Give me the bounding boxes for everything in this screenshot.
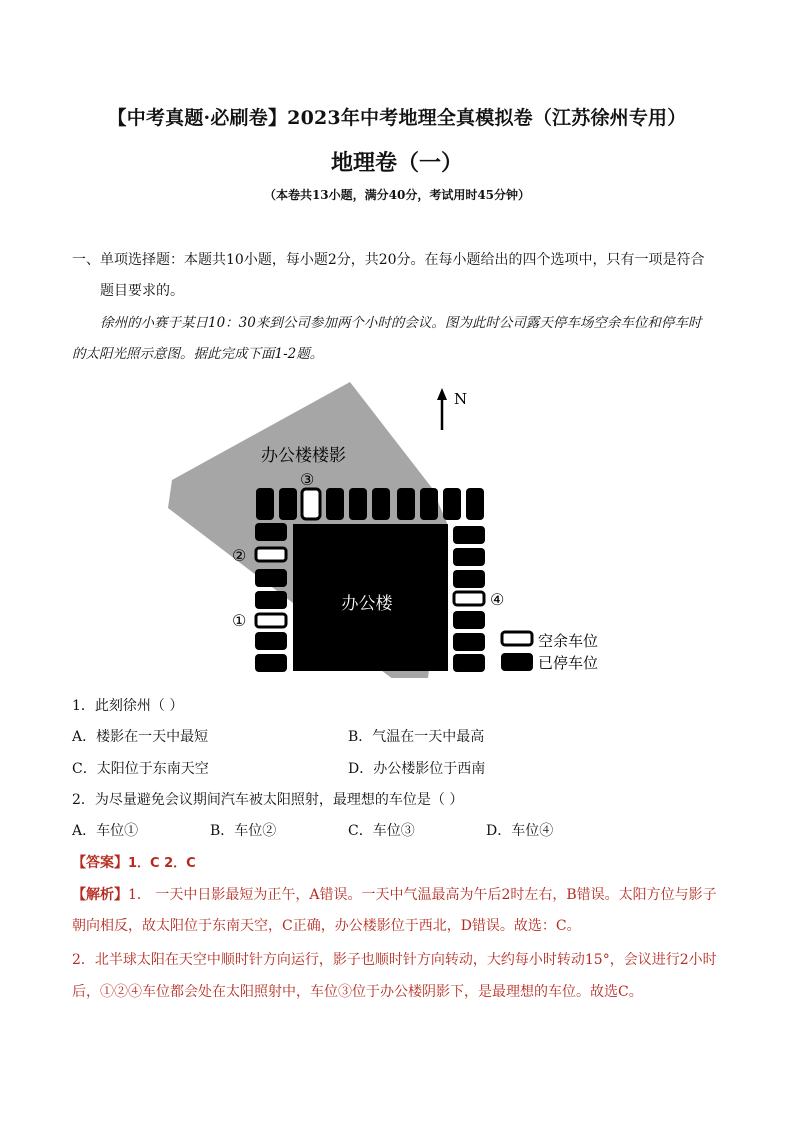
parked-spot: [453, 548, 485, 566]
parked-spot: [326, 488, 344, 520]
empty-spot-1: [256, 614, 286, 627]
parked-spot: [255, 523, 287, 541]
empty-spot-4: [454, 592, 484, 605]
question-1-option-c: C．太阳位于东南天空: [72, 761, 209, 777]
question-1-option-a: A．楼影在一天中最短: [72, 729, 209, 745]
parked-spot: [453, 526, 485, 544]
north-label: N: [454, 390, 468, 408]
section-heading-line1: 一、单项选择题：本题共10小题，每小题2分，共20分。在每小题给出的四个选项中，只有一项是符合: [72, 252, 705, 268]
spot4-label: ④: [490, 590, 505, 609]
legend-parked-swatch: [501, 653, 533, 671]
paper-subtitle: 地理卷（一）: [330, 150, 463, 176]
spot3-label: ③: [300, 470, 315, 489]
answer-text: 1．C 2．C: [128, 856, 196, 871]
document-title: 【中考真题·必刷卷】2023年中考地理全真模拟卷（江苏徐州专用）: [107, 107, 687, 129]
parked-spot: [255, 632, 287, 650]
exam-note: （本卷共13小题，满分40分，考试用时45分钟）: [263, 188, 531, 202]
empty-spot-3: [302, 489, 320, 519]
analysis-tag: 【解析】: [72, 887, 128, 903]
parked-spot: [453, 570, 485, 588]
parked-spot: [256, 488, 274, 520]
legend-parked-label: 已停车位: [538, 654, 599, 672]
legend-empty-swatch: [502, 632, 532, 645]
parked-spot: [453, 611, 485, 629]
parked-spot: [466, 488, 484, 520]
analysis-line4: 后，①②④车位都会处在太阳照射中，车位③位于办公楼阴影下，是最理想的车位。故选C。: [72, 984, 643, 1000]
answer-tag: 【答案】: [72, 855, 128, 871]
question-2-option-d: D．车位④: [486, 823, 554, 839]
section-heading-line2: 题目要求的。: [100, 283, 184, 299]
intro-line1: 徐州的小赛于某日10：30来到公司参加两个小时的会议。图为此时公司露天停车场空余车位和停车时: [100, 315, 702, 331]
parked-spot: [255, 569, 287, 587]
parked-spot: [255, 654, 287, 672]
north-arrow-head: [437, 388, 447, 400]
building-label: 办公楼: [341, 594, 393, 614]
analysis-line3: 2．北半球太阳在天空中顺时针方向运行，影子也顺时针方向转动，大约每小时转动15°，会议进行2小时: [72, 952, 717, 968]
parked-spot: [453, 633, 485, 651]
shadow-label: 办公楼楼影: [261, 446, 346, 466]
empty-spot-2: [256, 548, 286, 561]
parked-spot: [443, 488, 461, 520]
parking-lot-figure: [160, 378, 620, 678]
parked-spot: [255, 591, 287, 609]
parked-spot: [397, 488, 415, 520]
question-1-option-b: B．气温在一天中最高: [348, 729, 485, 745]
legend-empty-label: 空余车位: [538, 632, 599, 650]
question-1-stem: 1．此刻徐州（ ）: [72, 698, 184, 714]
spot1-label: ①: [232, 611, 247, 630]
parked-spot: [349, 488, 367, 520]
question-2-option-c: C．车位③: [348, 823, 415, 839]
parked-spot: [453, 654, 485, 672]
parked-spot: [420, 488, 438, 520]
analysis-line1: [72, 885, 717, 905]
parked-spot: [279, 488, 297, 520]
question-2-option-a: A．车位①: [72, 823, 139, 839]
question-2-stem: 2．为尽量避免会议期间汽车被太阳照射，最理想的车位是（ ）: [72, 792, 464, 808]
answer-line: [72, 853, 196, 874]
question-1-option-d: D．办公楼影位于西南: [348, 761, 486, 777]
intro-line2: 的太阳光照示意图。据此完成下面1-2题。: [72, 346, 324, 362]
parked-spot: [372, 488, 390, 520]
spot2-label: ②: [232, 546, 247, 565]
analysis-text-1: 1． 一天中日影最短为正午，A错误。一天中气温最高为午后2时左右，B错误。太阳方位与影子: [128, 887, 717, 903]
right-column-spots: [453, 526, 485, 672]
analysis-line2: 朝向相反，故太阳位于东南天空，C正确，办公楼影位于西北，D错误。故选：C。: [72, 918, 581, 934]
question-2-option-b: B．车位②: [210, 823, 277, 839]
